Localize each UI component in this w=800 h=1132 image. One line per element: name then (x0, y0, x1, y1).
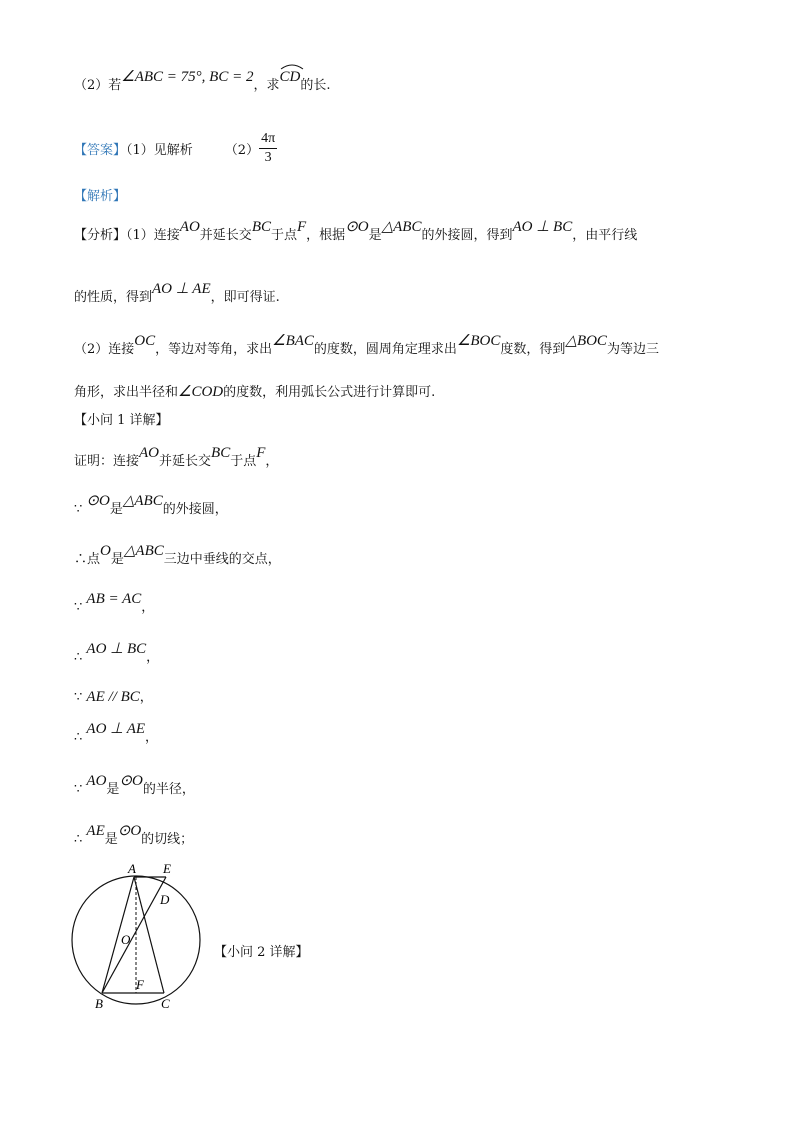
text: ， (141, 600, 155, 615)
analysis-line-4 (74, 383, 435, 402)
text: 并延长交 (199, 228, 252, 243)
math: O (100, 543, 111, 559)
proof-line-2 (74, 493, 228, 519)
text: 为等边三 (606, 342, 659, 357)
sub-question-1-heading: 【小问 1 详解】 (74, 413, 169, 428)
math: △ABC (123, 543, 164, 559)
text: ，即可得证. (210, 290, 280, 305)
math: AE // BC (86, 689, 140, 705)
text: 的外接圆，得到 (421, 228, 513, 243)
math: ∠BOC (456, 333, 501, 349)
proof-line-3 (74, 543, 281, 569)
math: ⊙O (86, 493, 110, 509)
text: 是 (110, 552, 124, 567)
math: AO (86, 773, 107, 789)
text: 点 (87, 552, 101, 567)
text: ， (139, 690, 153, 705)
text: ， (145, 730, 159, 745)
text: ，等边对等角，求出 (155, 342, 273, 357)
answer-1: （1）见解析 (126, 143, 193, 158)
because-symbol: ∵ (74, 502, 83, 517)
text: 于点 (230, 454, 257, 469)
proof-line-9 (74, 823, 194, 849)
text: （2）连接 (74, 342, 135, 357)
text: 角形，求出半径和 (74, 385, 179, 400)
text: 是 (109, 502, 123, 517)
text: 的性质，得到 (74, 290, 153, 305)
analysis-tag: 【解析】 (74, 189, 127, 204)
math: F (297, 219, 307, 235)
text: 的切线； (141, 832, 194, 847)
arc-cd: CD (279, 68, 300, 86)
text: 的长. (300, 78, 331, 93)
math: BC (251, 219, 271, 235)
arc-mark (279, 62, 305, 70)
math: △ABC (381, 219, 422, 235)
label-b: B (95, 996, 103, 1011)
analysis-line-1 (74, 219, 638, 245)
label-f: F (136, 977, 144, 992)
math: AB = AC (86, 591, 142, 607)
text: 的度数，利用弧长公式进行计算即可. (223, 385, 436, 400)
therefore-symbol: ∴ (74, 552, 88, 567)
text: ，求 (253, 78, 280, 93)
proof-line-7 (74, 721, 159, 747)
proof-line-5 (74, 641, 160, 667)
text: 于点 (270, 228, 297, 243)
text: 的度数，圆周角定理求出 (313, 342, 457, 357)
text: （1）连接 (126, 228, 180, 243)
proof-line-1 (74, 445, 279, 471)
text: 并延长交 (159, 454, 212, 469)
label-a: A (128, 862, 136, 876)
segment-bd (102, 877, 166, 993)
text: 是 (106, 782, 120, 797)
text: ， (265, 454, 279, 469)
text: 证明：连接 (74, 454, 140, 469)
math: AO (179, 219, 200, 235)
math: ∠COD (178, 384, 224, 400)
text: 【分析】 (74, 228, 127, 243)
question-2 (74, 69, 331, 95)
because-symbol: ∵ (74, 782, 83, 797)
text: 的半径， (142, 782, 195, 797)
fraction-num: 4π (259, 130, 277, 149)
math: AO ⊥ AE (86, 721, 146, 737)
math: OC (134, 333, 156, 349)
label-o: O (121, 932, 131, 947)
proof-line-4 (74, 591, 155, 617)
fraction-den: 3 (264, 150, 272, 165)
label-c: C (161, 996, 170, 1011)
geometry-figure (66, 862, 216, 1012)
math: ⊙O (119, 773, 143, 789)
text: 三边中垂线的交点， (163, 552, 281, 567)
label-d: D (160, 892, 170, 907)
answer-2: （2） (224, 143, 260, 158)
text: 度数，得到 (500, 342, 566, 357)
math: ∠BAC (272, 333, 314, 349)
math: AO (139, 445, 160, 461)
therefore-symbol: ∴ (74, 832, 83, 847)
text: 的外接圆， (162, 502, 228, 517)
because-symbol: ∵ (74, 600, 83, 615)
math: AO ⊥ BC (512, 219, 573, 235)
proof-line-6 (74, 688, 153, 707)
answer-line (74, 132, 277, 169)
answer-tag: 【答案】 (74, 143, 127, 158)
text: ，根据 (306, 228, 346, 243)
proof-line-8 (74, 773, 195, 799)
math: ⊙O (345, 219, 369, 235)
because-symbol: ∵ (74, 690, 83, 705)
math: AE (86, 823, 105, 839)
text: ， (146, 650, 160, 665)
math: ⊙O (117, 823, 142, 839)
analysis-line-2 (74, 281, 280, 307)
math: BC (211, 445, 231, 461)
text: 是 (104, 832, 118, 847)
math: △ABC (122, 493, 163, 509)
text: ，由平行线 (572, 228, 638, 243)
math: AO ⊥ BC (86, 641, 147, 657)
math: △BOC (565, 333, 607, 349)
text: 是 (368, 228, 382, 243)
analysis-line-3 (74, 333, 659, 359)
math: ∠ABC = 75°, BC = 2 (121, 69, 254, 85)
math: AO ⊥ AE (152, 281, 211, 297)
text: （2）若 (74, 78, 122, 93)
answer-fraction (259, 130, 277, 167)
math: F (256, 445, 266, 461)
therefore-symbol: ∴ (74, 730, 83, 745)
sub-question-2-heading: 【小问 2 详解】 (214, 945, 309, 960)
label-e: E (163, 862, 171, 876)
therefore-symbol: ∴ (74, 650, 83, 665)
